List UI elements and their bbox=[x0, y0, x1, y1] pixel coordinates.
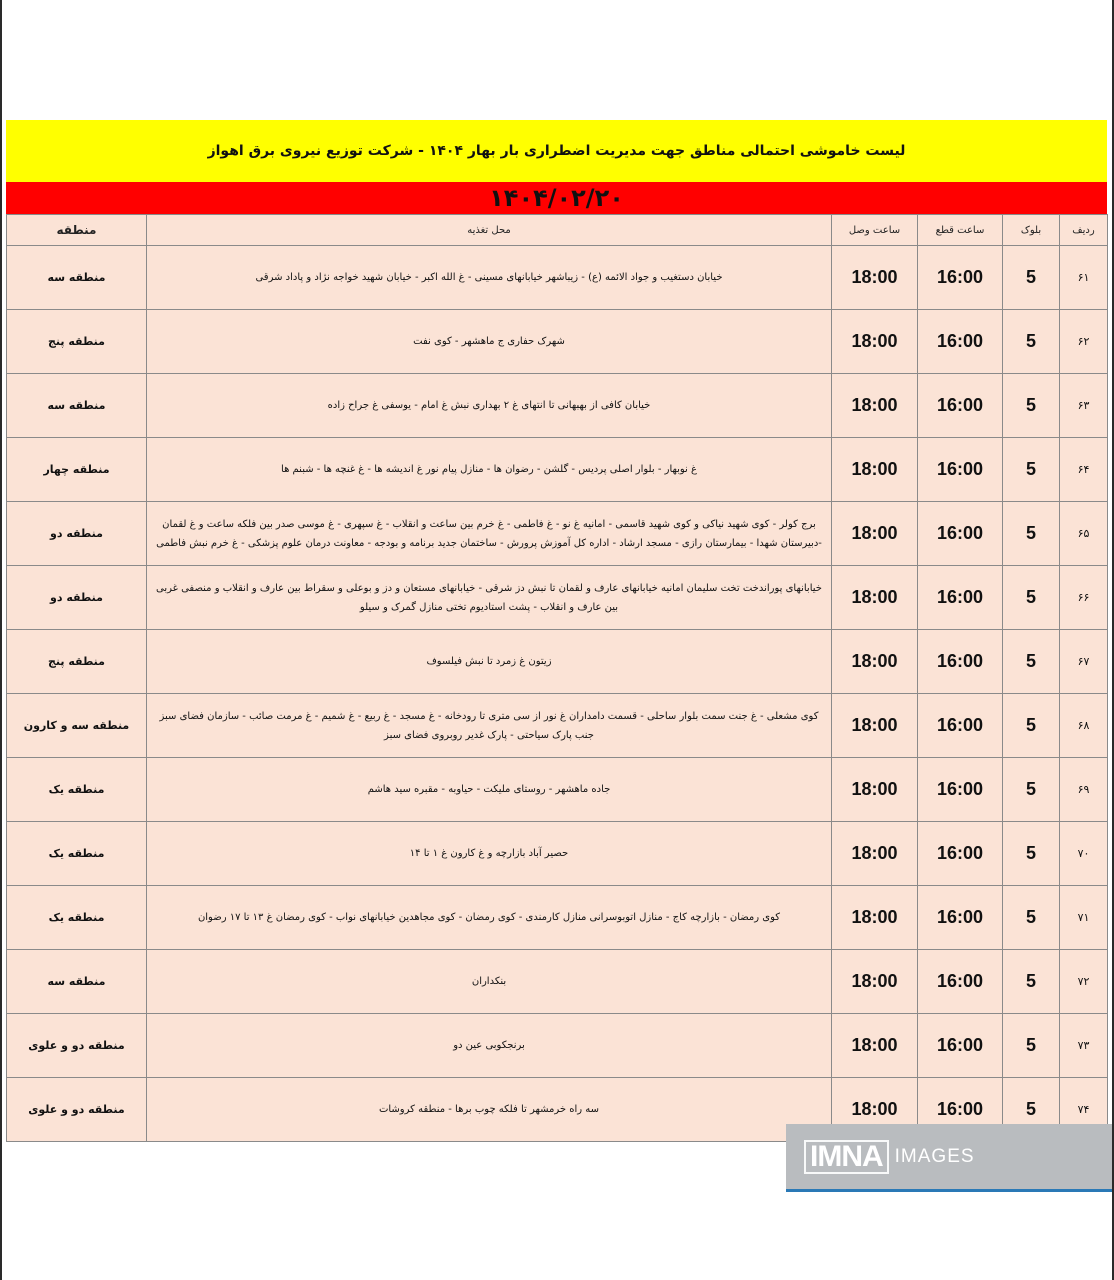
connect-time: 18:00 bbox=[832, 1014, 918, 1078]
row-number: ۶۸ bbox=[1060, 694, 1108, 758]
connect-time: 18:00 bbox=[832, 758, 918, 822]
connect-time: 18:00 bbox=[832, 566, 918, 630]
feed-location: غ نوبهار - بلوار اصلی پردیس - گلشن - رضوان ها - منازل پیام نور غ اندیشه ها - غ غنچه ها - شبنم ها bbox=[147, 438, 832, 502]
table-row bbox=[7, 630, 1108, 694]
row-number: ۷۴ bbox=[1060, 1078, 1108, 1142]
outage-schedule-sheet bbox=[6, 120, 1107, 1142]
header-area: منطقه bbox=[7, 215, 147, 246]
area-name: منطقه چهار bbox=[7, 438, 147, 502]
table-header-row bbox=[7, 215, 1108, 246]
cut-time: 16:00 bbox=[918, 438, 1003, 502]
area-name: منطقه یک bbox=[7, 886, 147, 950]
table-row bbox=[7, 822, 1108, 886]
connect-time: 18:00 bbox=[832, 438, 918, 502]
cut-time: 16:00 bbox=[918, 374, 1003, 438]
block-number: 5 bbox=[1003, 1014, 1060, 1078]
area-name: منطقه سه و کارون bbox=[7, 694, 147, 758]
outage-table bbox=[6, 214, 1108, 1142]
feed-location: حصیر آباد بازارچه و غ کارون غ ۱ تا ۱۴ bbox=[147, 822, 832, 886]
table-row bbox=[7, 246, 1108, 310]
row-number: ۶۷ bbox=[1060, 630, 1108, 694]
header-block: بلوک bbox=[1003, 215, 1060, 246]
table-row bbox=[7, 310, 1108, 374]
connect-time: 18:00 bbox=[832, 310, 918, 374]
area-name: منطقه سه bbox=[7, 374, 147, 438]
feed-location: شهرک حفاری ج ماهشهر - کوی نفت bbox=[147, 310, 832, 374]
block-number: 5 bbox=[1003, 758, 1060, 822]
row-number: ۶۲ bbox=[1060, 310, 1108, 374]
table-row bbox=[7, 694, 1108, 758]
area-name: منطقه یک bbox=[7, 822, 147, 886]
table-row bbox=[7, 1014, 1108, 1078]
feed-location: برج کولر - کوی شهید نیاکی و کوی شهید قاسمی - امانیه غ نو - غ فاطمی - غ خرم بین ساعت و انقلاب - غ سپهری - غ موسی صدر بین فلکه ساعت و غ لقمان -دبیرستان شهدا - بیمارستان رازی - مسجد ارشاد - اداره کل آموزش پرورش - ساختمان جدید برنامه و بودجه - معاونت درمان علوم پزشکی - غ خرم نبش فاطمی bbox=[147, 502, 832, 566]
feed-location: خیابان کافی از بهبهانی تا انتهای غ ۲ بهداری نبش غ امام - یوسفی غ جراح زاده bbox=[147, 374, 832, 438]
area-name: منطقه یک bbox=[7, 758, 147, 822]
block-number: 5 bbox=[1003, 694, 1060, 758]
area-name: منطقه دو و علوی bbox=[7, 1078, 147, 1142]
row-number: ۶۹ bbox=[1060, 758, 1108, 822]
table-row bbox=[7, 758, 1108, 822]
feed-location: خیابانهای پوراندخت تخت سلیمان امانیه خیابانهای عارف و لقمان تا نبش دز شرقی - خیابانهای مستعان و دز و بوعلی و سقراط بین عارف و انقلاب و منصفی غربی بین عارف و انقلاب - پشت استادیوم تختی منازل گمرک و سیلو bbox=[147, 566, 832, 630]
row-number: ۶۶ bbox=[1060, 566, 1108, 630]
feed-location: کوی مشعلی - غ جنت سمت بلوار ساحلی - قسمت دامداران غ نور از سی متری تا رودخانه - غ مسجد - غ ربیع - غ شمیم - غ مرمت صائب - سازمان فضای سبز جنب پارک سیاحتی - پارک غدیر روبروی فضای سبز bbox=[147, 694, 832, 758]
header-connect-time: ساعت وصل bbox=[832, 215, 918, 246]
cut-time: 16:00 bbox=[918, 502, 1003, 566]
schedule-date: ۱۴۰۴/۰۲/۲۰ bbox=[6, 182, 1107, 214]
row-number: ۶۵ bbox=[1060, 502, 1108, 566]
area-name: منطقه سه bbox=[7, 950, 147, 1014]
block-number: 5 bbox=[1003, 1078, 1060, 1142]
block-number: 5 bbox=[1003, 246, 1060, 310]
connect-time: 18:00 bbox=[832, 246, 918, 310]
cut-time: 16:00 bbox=[918, 822, 1003, 886]
connect-time: 18:00 bbox=[832, 950, 918, 1014]
area-name: منطقه پنج bbox=[7, 630, 147, 694]
block-number: 5 bbox=[1003, 502, 1060, 566]
area-name: منطقه دو bbox=[7, 502, 147, 566]
cut-time: 16:00 bbox=[918, 694, 1003, 758]
cut-time: 16:00 bbox=[918, 1014, 1003, 1078]
cut-time: 16:00 bbox=[918, 630, 1003, 694]
feed-location: جاده ماهشهر - روستای ملیکت - حیاوبه - مقبره سید هاشم bbox=[147, 758, 832, 822]
cut-time: 16:00 bbox=[918, 246, 1003, 310]
connect-time: 18:00 bbox=[832, 374, 918, 438]
row-number: ۷۱ bbox=[1060, 886, 1108, 950]
row-number: ۶۴ bbox=[1060, 438, 1108, 502]
cut-time: 16:00 bbox=[918, 758, 1003, 822]
row-number: ۷۰ bbox=[1060, 822, 1108, 886]
row-number: ۶۱ bbox=[1060, 246, 1108, 310]
table-row bbox=[7, 566, 1108, 630]
header-row-no: ردیف bbox=[1060, 215, 1108, 246]
block-number: 5 bbox=[1003, 310, 1060, 374]
feed-location: کوی رمضان - بازارچه کاج - منازل اتوبوسرانی منازل کارمندی - کوی رمضان - کوی مجاهدین خیابانهای نواب - کوی رمضان غ ۱۳ تا ۱۷ رضوان bbox=[147, 886, 832, 950]
block-number: 5 bbox=[1003, 822, 1060, 886]
images-label: IMAGES bbox=[894, 1145, 975, 1167]
feed-location: برنجکوبی عین دو bbox=[147, 1014, 832, 1078]
cut-time: 16:00 bbox=[918, 566, 1003, 630]
header-cut-time: ساعت قطع bbox=[918, 215, 1003, 246]
block-number: 5 bbox=[1003, 438, 1060, 502]
table-row bbox=[7, 950, 1108, 1014]
block-number: 5 bbox=[1003, 950, 1060, 1014]
left-border-line bbox=[0, 0, 2, 1280]
schedule-title: لیست خاموشی احتمالی مناطق جهت مدیریت اضطراری بار بهار ۱۴۰۴ - شرکت توزیع نیروی برق اهواز bbox=[6, 120, 1107, 182]
block-number: 5 bbox=[1003, 374, 1060, 438]
row-number: ۷۲ bbox=[1060, 950, 1108, 1014]
feed-location: بنکداران bbox=[147, 950, 832, 1014]
area-name: منطقه دو و علوی bbox=[7, 1014, 147, 1078]
cut-time: 16:00 bbox=[918, 310, 1003, 374]
connect-time: 18:00 bbox=[832, 630, 918, 694]
cut-time: 16:00 bbox=[918, 1078, 1003, 1142]
block-number: 5 bbox=[1003, 886, 1060, 950]
connect-time: 18:00 bbox=[832, 886, 918, 950]
connect-time: 18:00 bbox=[832, 694, 918, 758]
area-name: منطقه سه bbox=[7, 246, 147, 310]
table-row bbox=[7, 502, 1108, 566]
table-row bbox=[7, 886, 1108, 950]
block-number: 5 bbox=[1003, 566, 1060, 630]
row-number: ۷۳ bbox=[1060, 1014, 1108, 1078]
block-number: 5 bbox=[1003, 630, 1060, 694]
table-row bbox=[7, 374, 1108, 438]
feed-location: زیتون غ زمرد تا نبش فیلسوف bbox=[147, 630, 832, 694]
header-location: محل تغذیه bbox=[147, 215, 832, 246]
table-row bbox=[7, 438, 1108, 502]
area-name: منطقه دو bbox=[7, 566, 147, 630]
imna-logo: IMNA bbox=[804, 1140, 889, 1174]
area-name: منطقه پنج bbox=[7, 310, 147, 374]
feed-location: خیابان دستغیب و جواد الائمه (ع) - زیباشهر خیابانهای مسینی - غ الله اکبر - خیابان شهید خواجه نژاد و پاداد شرقی bbox=[147, 246, 832, 310]
feed-location: سه راه خرمشهر تا فلکه چوب برها - منطقه کروشات bbox=[147, 1078, 832, 1142]
row-number: ۶۳ bbox=[1060, 374, 1108, 438]
connect-time: 18:00 bbox=[832, 822, 918, 886]
cut-time: 16:00 bbox=[918, 886, 1003, 950]
connect-time: 18:00 bbox=[832, 1078, 918, 1142]
connect-time: 18:00 bbox=[832, 502, 918, 566]
cut-time: 16:00 bbox=[918, 950, 1003, 1014]
imna-images-watermark bbox=[786, 1124, 1112, 1192]
